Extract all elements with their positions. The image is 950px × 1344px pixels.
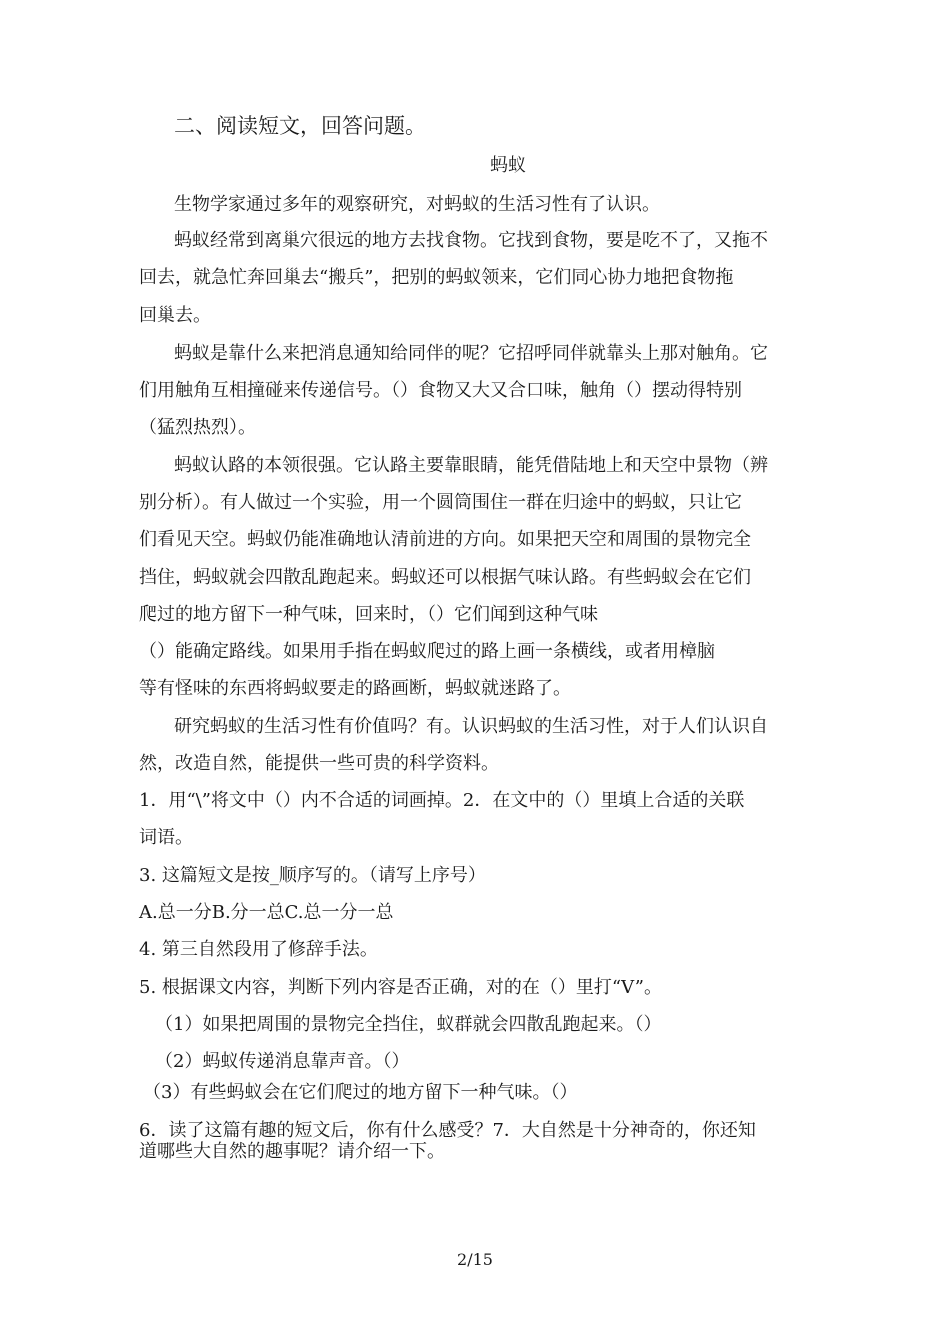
question-line: 1．用“\”将文中（）内不合适的词画掉。2．在文中的（）里填上合适的关联 [139,790,745,811]
passage-line: 们用触角互相撞碰来传递信号。（）食物又大又合口味，触角（）摆动得特别 [139,380,742,401]
passage-line: （猛烈热烈）。 [139,417,256,438]
question-line: 6．读了这篇有趣的短文后，你有什么感受？7．大自然是十分神奇的，你还知 [139,1120,756,1141]
passage-line: 回去，就急忙奔回巢去“搬兵”，把别的蚂蚁领来，它们同心协力地把食物拖 [139,267,734,288]
question-line: 道哪些大自然的趣事呢？请介绍一下。 [139,1141,445,1162]
question-line: 5. 根据课文内容，判断下列内容是否正确，对的在（）里打“V”。 [139,977,662,998]
passage-line: 回巢去。 [139,305,211,326]
passage-line: 们看见天空。蚂蚁仍能准确地认清前进的方向。如果把天空和周围的景物完全 [139,529,751,550]
passage-line: 然，改造自然，能提供一些可贵的科学资料。 [139,753,499,774]
question-line: （1）如果把周围的景物完全挡住，蚁群就会四散乱跑起来。（） [155,1014,662,1035]
section-heading: 二、阅读短文，回答问题。 [174,114,426,138]
question-line: 3. 这篇短文是按_顺序写的。（请写上序号） [139,865,486,886]
question-line: 词语。 [139,827,193,848]
passage-line: 蚂蚁经常到离巢穴很远的地方去找食物。它找到食物，要是吃不了，又拖不 [174,230,768,251]
question-line: （3）有些蚂蚁会在它们爬过的地方留下一种气味。（） [143,1082,578,1103]
passage-line: 别分析）。有人做过一个实验，用一个圆筒围住一群在归途中的蚂蚁，只让它 [139,492,742,513]
passage-line: 生物学家通过多年的观察研究，对蚂蚁的生活习性有了认识。 [174,194,660,215]
page-number: 2/15 [457,1250,493,1269]
passage-line: （）能确定路线。如果用手指在蚂蚁爬过的路上画一条横线，或者用樟脑 [139,641,715,662]
passage-line: 爬过的地方留下一种气味，回来时，（）它们闻到这种气味 [139,604,598,625]
passage-line: 研究蚂蚁的生活习性有价值吗？有。认识蚂蚁的生活习性，对于人们认识自 [174,716,768,737]
passage-title: 蚂蚁 [490,155,526,176]
question-line: A.总一分B.分一总C.总一分一总 [139,902,394,923]
passage-line: 蚂蚁认路的本领很强。它认路主要靠眼睛，能凭借陆地上和天空中景物（辨 [174,455,768,476]
passage-line: 等有怪味的东西将蚂蚁要走的路画断，蚂蚁就迷路了。 [139,678,571,699]
question-line: （2）蚂蚁传递消息靠声音。（） [155,1051,410,1072]
question-line: 4. 第三自然段用了修辞手法。 [139,939,378,960]
passage-line: 挡住，蚂蚁就会四散乱跑起来。蚂蚁还可以根据气味认路。有些蚂蚁会在它们 [139,567,751,588]
passage-line: 蚂蚁是靠什么来把消息通知给同伴的呢？它招呼同伴就靠头上那对触角。它 [174,343,768,364]
